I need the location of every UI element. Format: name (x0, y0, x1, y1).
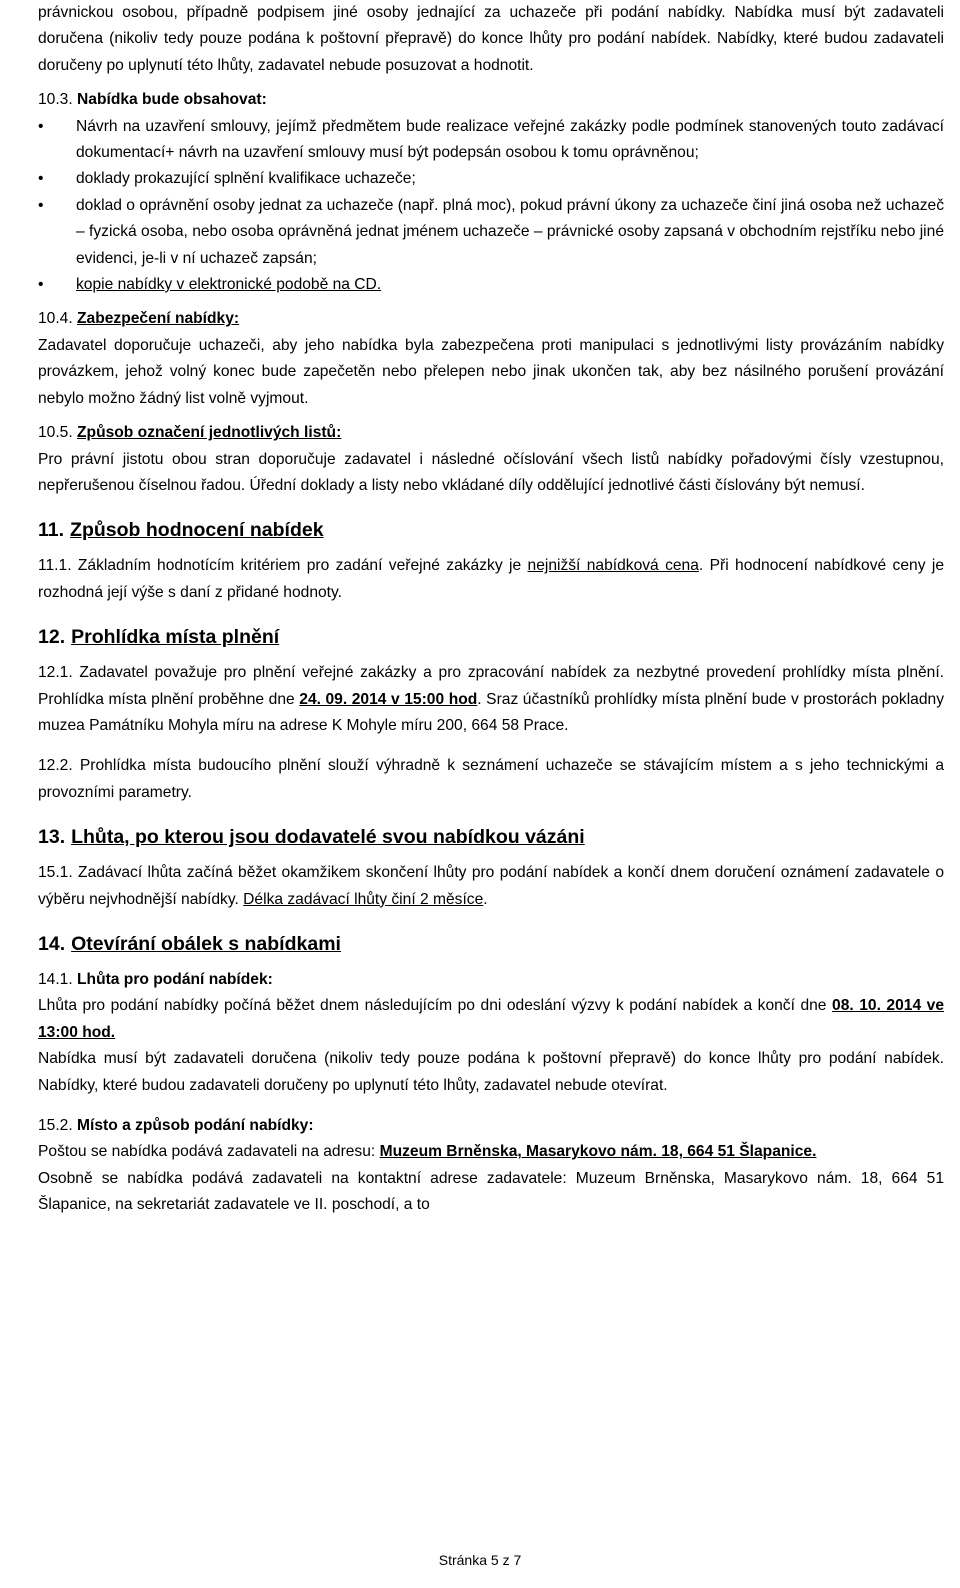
paragraph-intro: právnickou osobou, případně podpisem jiné osoby jednající za uchazeče při podání nabídky. Nabídka musí být zadavateli doručena (nikoliv tedy pouze podána k poštovní přepravě) do konce lhůty pro podání nabídek. Nabídky, které budou zadavateli doručeny po uplynutí této lhůty, zadavatel nebude posuzovat a hodnotit. (38, 4, 944, 74)
section-10-4-heading: 10.4. Zabezpečení nabídky: (38, 310, 240, 328)
heading-11: 11. Způsob hodnocení nabídek (38, 519, 324, 542)
section-14-1-text: Lhůta pro podání nabídky počíná běžet dnem následujícím po dni odeslání výzvy k podání nabídek a končí dne 08. 10. 2014 ve 13:00 hod. (38, 997, 945, 1041)
page-footer: Stránka 5 z 7 (438, 1552, 522, 1568)
list-item: • Návrh na uzavření smlouvy, jejímž předmětem bude realizace veřejné zakázky podle podmínek stanovených touto zadávací dokumentací+ návrh na uzavření smlouvy musí být podepsán osobou k tomu oprávněnou; (38, 114, 944, 167)
document-page (38, 0, 944, 1219)
section-10-4-text: Zadavatel doporučuje uchazeči, aby jeho nabídka byla zabezpečena proti manipulaci s jednotlivými listy provázáním nabídky provázkem, jehož volný konec bude zapečetěn nebo přelepen nebo jinak ukončen tak, aby bez násilného porušení provázání nebylo možno žádný list volně vyjmout. (38, 336, 944, 407)
heading-12: 12. Prohlídka místa plnění (38, 626, 280, 649)
section-11-1: 11.1. Základním hodnotícím kritériem pro zadání veřejné zakázky je nejnižší nabídková cena. Při hodnocení nabídkové ceny je rozhodná její výše s daní z přidané hodnoty. (38, 557, 944, 601)
section-15-2-heading: 15.2. Místo a způsob podání nabídky: (38, 1117, 314, 1134)
heading-14: 14. Otevírání obálek s nabídkami (38, 932, 341, 955)
section-10-3-heading: 10.3. Nabídka bude obsahovat: (38, 91, 267, 109)
section-14-1-text-2: Nabídka musí být zadavateli doručena (nikoliv tedy pouze podána k poštovní přepravě) do konce lhůty pro podání nabídek. Nabídky, které budou zadavateli doručeny po uplynutí této lhůty, zadavatel nebude otevírat. (38, 1050, 944, 1094)
section-15-2-text: Poštou se nabídka podává zadavateli na adresu: Muzeum Brněnska, Masarykovo nám. 18, 664 51 Šlapanice. (38, 1143, 817, 1161)
list-item: • doklady prokazující splnění kvalifikace uchazeče; (38, 166, 944, 192)
list-item: • doklad o oprávnění osoby jednat za uchazeče (např. plná moc), pokud právní úkony za uchazeče činí jiná osoba než uchazeč – fyzická osoba, nebo osoba oprávněná jednat jménem uchazeče – právnické osoby zapsaná v obchodním rejstříku nebo jiné evidenci, je-li v ní uchazeč zapsán; (38, 193, 944, 272)
section-10-5-text: Pro právní jistotu obou stran doporučuje zadavatel i následné očíslování všech listů nabídky pořadovými čísly vzestupnou, nepřerušenou číselnou řadou. Úřední doklady a listy nebo vkládané díly oddělující jednotlivé části číslovány být nemusí. (38, 450, 944, 494)
section-15-1: 15.1. Zadávací lhůta začíná běžet okamžikem skončení lhůty pro podání nabídek a končí dnem doručení oznámení zadavatele o výběru nejvhodnější nabídky. Délka zadávací lhůty činí 2 měsíce. (38, 864, 944, 908)
section-14-1-heading: 14.1. Lhůta pro podání nabídek: (38, 970, 273, 988)
section-12-1: 12.1. Zadavatel považuje pro plnění veřejné zakázky a pro zpracování nabídek za nezbytné provedení prohlídky místa plnění. Prohlídka místa plnění proběhne dne 24. 09. 2014 v 15:00 hod. Sraz účastníků prohlídky místa plnění bude v prostorách pokladny muzea Památníku Mohyla míru na adrese K Mohyle míru 200, 664 58 Prace. (38, 664, 944, 734)
section-12-2: 12.2. Prohlídka místa budoucího plnění slouží výhradně k seznámení uchazeče se stávajícím místem a s jeho technickými a provozními parametry. (38, 757, 944, 801)
list-item: • kopie nabídky v elektronické podobě na CD. (38, 272, 944, 298)
section-15-2-text-2: Osobně se nabídka podává zadavateli na kontaktní adrese zadavatele: Muzeum Brněnska, Masarykovo nám. 18, 664 51 Šlapanice, na sekretariát zadavatele ve II. poschodí, a to (38, 1169, 944, 1214)
heading-13: 13. Lhůta, po kterou jsou dodavatelé svou nabídkou vázáni (38, 826, 585, 849)
section-10-5-heading: 10.5. Způsob označení jednotlivých listů: (38, 424, 342, 442)
